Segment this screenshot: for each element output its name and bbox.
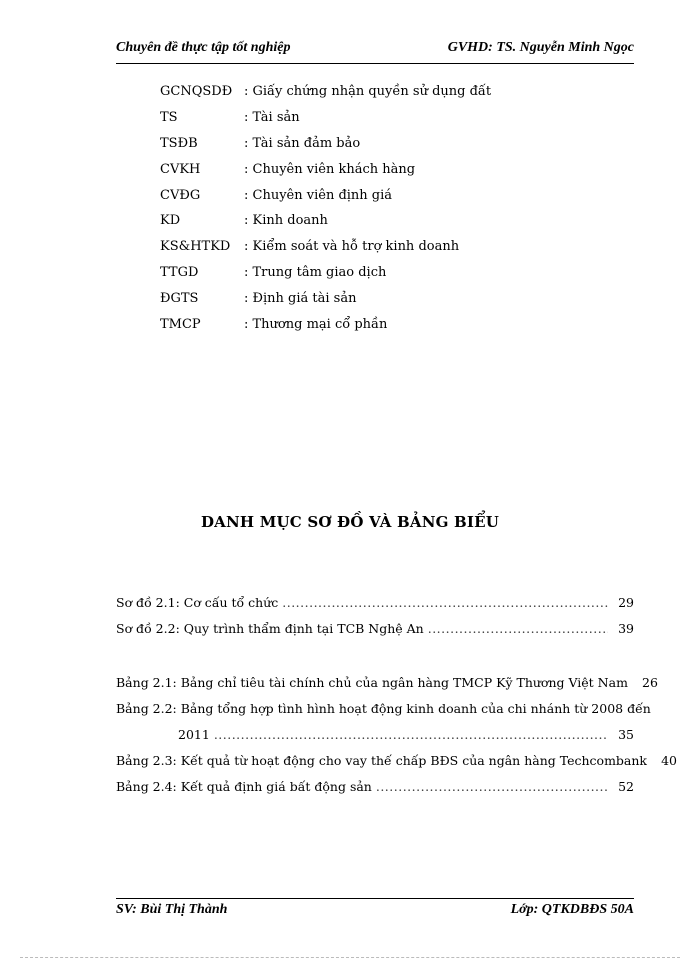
abbreviation-row	[160, 105, 560, 131]
abbreviation-definition: : Tài sản	[244, 110, 300, 126]
abbreviation-definition: : Thương mại cổ phần	[244, 316, 388, 332]
abbreviation-definition: : Tài sản đảm bảo	[244, 135, 361, 151]
toc-entry-table-2-2[interactable]	[116, 701, 651, 727]
toc-entry-label: Sơ đồ 2.2: Quy trình thẩm định tại TCB Nghệ An	[116, 621, 424, 636]
toc-entry-diagram-2-2[interactable]	[116, 621, 634, 647]
abbreviation-row	[160, 311, 560, 337]
toc-page-number: 52	[618, 779, 634, 794]
toc-entry-diagram-2-1[interactable]	[116, 595, 634, 621]
toc-entry-label: 2011	[178, 727, 210, 742]
header-divider	[116, 63, 634, 64]
abbreviation-definition: : Kinh doanh	[244, 213, 328, 229]
header-title: Chuyên đề thực tập tốt nghiệp	[116, 40, 291, 55]
toc-entry-label: Bảng 2.1: Bảng chỉ tiêu tài chính chủ của ngân hàng TMCP Kỹ Thương Việt Nam	[116, 675, 628, 690]
table-list	[116, 675, 677, 805]
toc-entry-label: Bảng 2.4: Kết quả định giá bất động sản	[116, 779, 372, 794]
abbreviation-code: CVĐG	[160, 187, 201, 203]
abbreviation-definition: : Định giá tài sản	[244, 290, 357, 306]
toc-entry-label: Bảng 2.2: Bảng tổng hợp tình hình hoạt động kinh doanh của chi nhánh từ 2008 đến	[116, 701, 651, 716]
abbreviation-code: TTGD	[160, 264, 199, 280]
abbreviation-row	[160, 234, 560, 260]
toc-leader-dots	[428, 621, 608, 636]
toc-page-number: 26	[642, 675, 658, 690]
abbreviation-row	[160, 131, 560, 157]
toc-page-number: 35	[618, 727, 634, 742]
toc-page-number: 39	[618, 621, 634, 636]
abbreviation-definition: : Chuyên viên khách hàng	[244, 161, 416, 177]
abbreviation-definition: : Chuyên viên định giá	[244, 187, 393, 203]
toc-leader-dots	[214, 727, 608, 742]
page-header	[116, 40, 634, 64]
abbreviation-row	[160, 208, 560, 234]
toc-entry-table-2-1[interactable]	[116, 675, 658, 701]
toc-entry-table-2-3[interactable]	[116, 753, 677, 779]
abbreviation-definition: : Kiểm soát và hỗ trợ kinh doanh	[244, 239, 460, 255]
abbreviation-code: TSĐB	[160, 135, 198, 151]
abbreviation-row	[160, 156, 560, 182]
abbreviation-code: TS	[160, 110, 178, 126]
abbreviation-code: KS&HTKD	[160, 239, 231, 255]
abbreviation-row	[160, 79, 560, 105]
footer-class: Lớp: QTKDBĐS 50A	[510, 902, 634, 917]
diagram-list	[116, 595, 634, 647]
toc-entry-table-2-4[interactable]	[116, 779, 634, 805]
footer-student: SV: Bùi Thị Thành	[116, 902, 228, 917]
toc-entry-label: Sơ đồ 2.1: Cơ cấu tổ chức	[116, 595, 279, 610]
toc-entry-table-2-2-continued[interactable]	[116, 727, 634, 753]
abbreviation-row	[160, 182, 560, 208]
footer-divider	[116, 898, 634, 899]
header-advisor: GVHD: TS. Nguyễn Minh Ngọc	[447, 40, 634, 55]
abbreviation-code: KD	[160, 213, 181, 229]
abbreviation-row	[160, 285, 560, 311]
abbreviation-code: CVKH	[160, 161, 201, 177]
toc-leader-dots	[376, 779, 608, 794]
abbreviation-code: TMCP	[160, 316, 201, 332]
page-footer	[116, 902, 634, 922]
toc-page-number: 40	[661, 753, 677, 768]
abbreviation-list	[160, 79, 560, 337]
abbreviation-definition: : Giấy chứng nhận quyền sử dụng đất	[244, 84, 492, 100]
abbreviation-row	[160, 260, 560, 286]
toc-entry-label: Bảng 2.3: Kết quả từ hoạt động cho vay thế chấp BĐS của ngân hàng Techcombank	[116, 753, 647, 768]
section-title: DANH MỤC SƠ ĐỒ VÀ BẢNG BIỂU	[200, 513, 500, 531]
toc-leader-dots	[282, 595, 608, 610]
abbreviation-code: ĐGTS	[160, 290, 199, 306]
toc-page-number: 29	[618, 595, 634, 610]
page-break-line	[20, 957, 680, 958]
abbreviation-code: GCNQSDĐ	[160, 84, 233, 100]
abbreviation-definition: : Trung tâm giao dịch	[244, 264, 387, 280]
